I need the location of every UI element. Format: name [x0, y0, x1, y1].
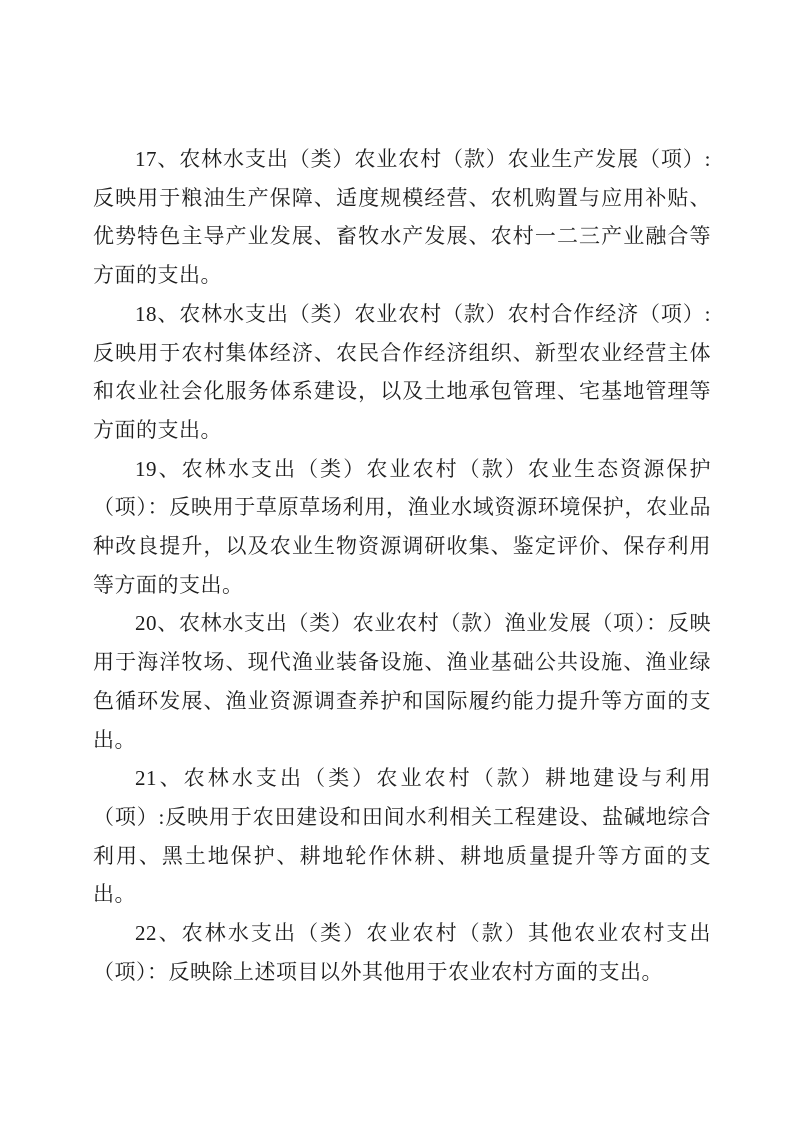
paragraph-item-22: 22、农林水支出（类）农业农村（款）其他农业农村支出（项）：反映除上述项目以外其他用于农业农村方面的支出。 [93, 921, 711, 984]
paragraph-item-21: 21、农林水支出（类）农业农村（款）耕地建设与利用（项）:反映用于农田建设和田间水利相关工程建设、盐碱地综合利用、黑土地保护、耕地轮作休耕、耕地质量提升等方面的支出。 [93, 766, 711, 907]
paragraph-item-18: 18、农林水支出（类）农业农村（款）农村合作经济（项）:反映用于农村集体经济、农民合作经济组织、新型农业经营主体和农业社会化服务体系建设，以及土地承包管理、宅基地管理等方面的支出。 [93, 301, 711, 442]
paragraph-item-19: 19、农林水支出（类）农业农村（款）农业生态资源保护（项）：反映用于草原草场利用，渔业水域资源环境保护，农业品种改良提升，以及农业生物资源调研收集、鉴定评价、保存利用等方面的支出。 [93, 456, 711, 597]
paragraph-item-20: 20、农林水支出（类）农业农村（款）渔业发展（项）：反映用于海洋牧场、现代渔业装备设施、渔业基础公共设施、渔业绿色循环发展、渔业资源调查养护和国际履约能力提升等方面的支出。 [93, 611, 711, 752]
document-body [93, 140, 711, 991]
paragraph-item-17: 17、农林水支出（类）农业农村（款）农业生产发展（项）:反映用于粮油生产保障、适度规模经营、农机购置与应用补贴、优势特色主导产业发展、畜牧水产发展、农村一二三产业融合等方面的支出。 [93, 147, 711, 288]
